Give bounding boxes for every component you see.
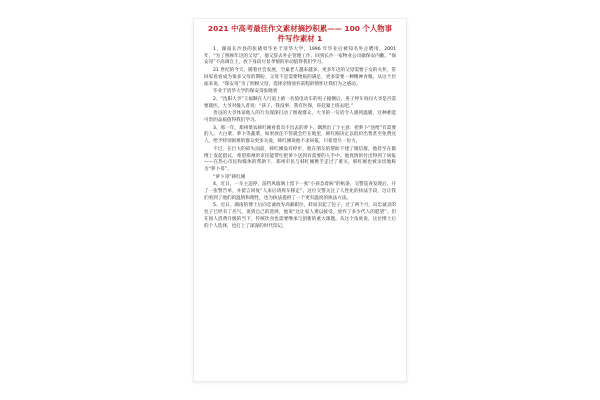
paragraph: 2、“沈阳大爷”王福顺在人行道上被一名骑电动车的男子撞倒后。男子停车询问大爷是否需要就医，大爷对撞人者说：“孩子，我没事，我有医保，你赶紧上班去吧。” <box>204 96 396 109</box>
paragraph: 4、近日，一车主违停，前挡风玻璃上留下一张“小孩急着病”的纸条，交警巡查发现后，开了一张警告单，并留言回复“人来后请将车移走”。这位交警关注了人性化的执法手段，这让我们看到了他们的温情和理性，也为执法提供了一个更有温度的执法方法。 <box>204 182 396 201</box>
paragraph: 3、那一年，郑州菜农韩红刚看着卖不出去的萝卜，偶然出了个主意：把萝卜“送给”有需要的人。大白菜、萝卜等蔬菜，如果放任不管就会烂在地里，韩红刚决定以低价出售甚至免费送人，给予特别困难的群众更多关爱，韩红刚说他不求回报，只希望尽一份力。 <box>204 125 396 145</box>
paragraph: 21 世纪的今天，随着社会发展，空巢老人越来越多，更多年迈的父母需要子女的关怀，常回家看看成为很多父母的期盼，父母不是需要物质的满足，更多需要一种精神食粮。从这个层面来说，“保安哥”为了照顾父母，选择亲情放弃前程的情怀让我们为之感动。 <box>204 68 396 87</box>
caption: 毕业于清华大学的保安哥张晓勇 <box>213 89 278 95</box>
caption: “萝卜哥”韩红刚 <box>213 174 246 180</box>
document-title <box>204 24 396 44</box>
paragraph: 善良的大爷体谅他人的行为深深打动了围观群众，大爷的一句话令人感到温暖，这种难能可贵的品质值得我们学习。 <box>204 111 396 124</box>
paragraph: 5、近日，湖南的博士后向忠诚放弃高薪职位，转而卖起了包子。过了两个月，向忠诚卖的包子已经有了名气，谈到自己的选择，他说“这让家人难以接受，放弃了多少代人的愿望”。但在国人消费升级的当下，传统饮食也需要继承与创新的重大课题。从这个角度说，这位博士后的个人选择，也打上了深深的时代印记。 <box>204 203 396 229</box>
title-line: 2021 中高考最佳作文素材摘抄积累—— 100 个人物事 <box>207 24 393 33</box>
paragraph: 不过，在巨大的损失面前，韩红刚没有停步，他在朋友的帮助下建了微信群，他甚至在微博上发起倡议，希望郑州的市民能帮忙把萝卜送到有需要的人手中。他真情的付出得到了回报——在热心市民和媒体的帮助下，郑州市民与韩红刚携手走过了难关，韩红刚也被亲切地称为“萝卜哥”。 <box>204 146 396 172</box>
document-body <box>204 47 396 230</box>
title-line: 件写作素材 1 <box>277 34 323 43</box>
paragraph: 1、湖南长沙县的张晓勇毕业于清华大学，1996 年毕业后被知名外企聘用，2001 年，“为了照顾年迈的父母”，他又辞去外企管理工作，回到长沙一家物业公司做保安内勤。“保安哥”不高调自上，放下身段尽显孝情的举动值得我们学习。 <box>204 47 396 66</box>
document-page <box>193 18 407 382</box>
